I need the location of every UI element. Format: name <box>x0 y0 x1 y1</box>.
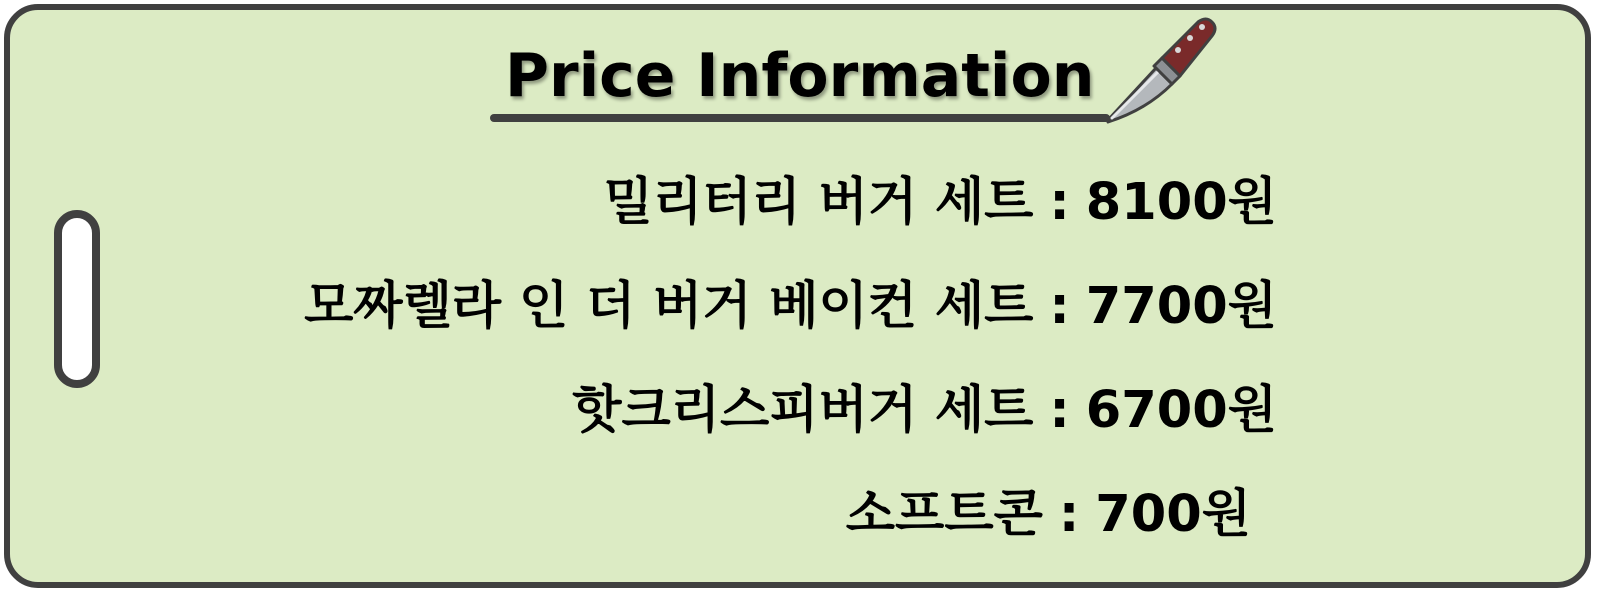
item-name: 핫크리스피버거 세트 <box>572 381 1034 440</box>
item-name: 밀리터리 버거 세트 <box>603 173 1034 232</box>
item-price: 8100원 <box>1085 173 1277 232</box>
price-row <box>572 372 1277 450</box>
separator: : <box>1058 485 1080 544</box>
item-price: 7700원 <box>1085 277 1277 336</box>
item-price: 6700원 <box>1085 381 1277 440</box>
item-name: 소프트콘 <box>845 485 1043 544</box>
separator: : <box>1049 381 1070 440</box>
page-title: Price Information <box>505 41 1095 111</box>
item-name: 모짜렐라 인 더 버거 베이컨 세트 <box>304 277 1034 336</box>
separator: : <box>1049 277 1070 336</box>
price-row <box>604 164 1277 242</box>
item-price: 700원 <box>1095 485 1251 544</box>
separator: : <box>1049 173 1070 232</box>
price-row <box>846 476 1251 554</box>
price-row <box>304 268 1277 346</box>
